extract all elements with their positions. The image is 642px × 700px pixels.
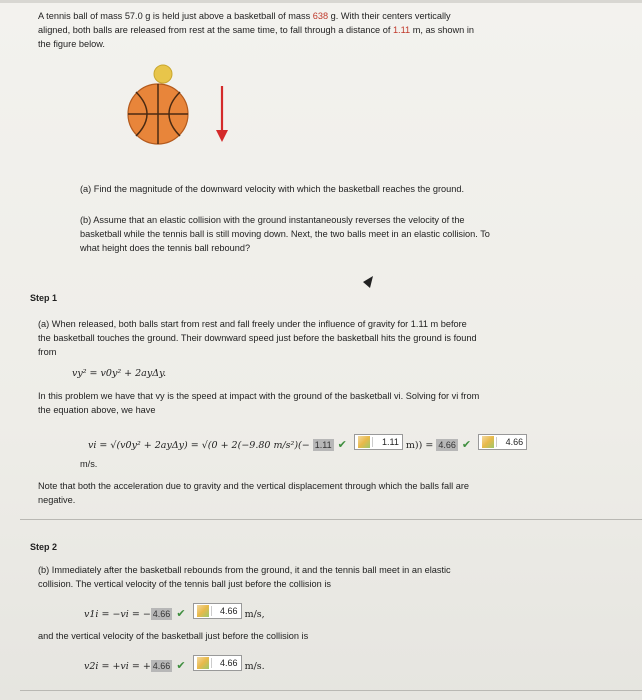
tennis-velocity-highlight: 4.66 (152, 609, 171, 619)
basketball-velocity-equation: v2i = +vi = + 4.66 ✔ 4.66 m/s. (84, 655, 265, 672)
step-divider (20, 519, 642, 520)
pencil-icon (197, 657, 209, 669)
problem-line-2: aligned, both balls are released from rest at the same time, to fall through a distance of 1.11 m, as shown in (38, 25, 474, 35)
step1-para2-line2: the equation above, we have (38, 405, 156, 415)
step2-para1-line2: collision. The vertical velocity of the tennis ball just before the collision is (38, 579, 331, 589)
pencil-icon (358, 436, 370, 448)
kinematics-equation: vy² = v0y² + 2ayΔy. (72, 368, 167, 379)
basketball-velocity-input[interactable]: 4.66 (193, 655, 242, 671)
velocity-equation: vi = √(v0y² + 2ayΔy) = √(0 + 2(−9.80 m/s²)(− 1.11 ✔ 1.11 m)) = 4.66 ✔ 4.66 (88, 434, 527, 451)
down-arrow-icon (216, 86, 228, 142)
step2-para1-line1: (b) Immediately after the basketball rebounds from the ground, it and the tennis ball meet in an elastic (38, 565, 451, 575)
check-icon: ✔ (176, 659, 186, 672)
step1-note-line2: negative. (38, 495, 76, 505)
step1-para1-line1: (a) When released, both balls start from rest and fall freely under the influence of gravity for 1.11 m before (38, 319, 467, 329)
step-2-title: Step 2 (30, 542, 58, 552)
step2-para2: and the vertical velocity of the basketball just before the collision is (38, 631, 309, 641)
check-icon: ✔ (337, 438, 347, 451)
tennis-velocity-input[interactable]: 4.66 (193, 603, 242, 619)
tennis-ball-icon (154, 65, 172, 83)
velocity-answer-highlight: 4.66 (438, 440, 456, 450)
cursor-icon (363, 276, 373, 288)
step1-para1-line2: the basketball touches the ground. Their downward speed just before the basketball hits the ground is found (38, 333, 477, 343)
part-b-line-3: what height does the tennis ball rebound? (80, 243, 251, 253)
problem-line-3: the figure below. (38, 39, 105, 49)
step1-para2-line1: In this problem we have that vy is the speed at impact with the ground of the basketball vi. Solving for vi from (38, 391, 480, 401)
distance-value: 1.11 (392, 25, 411, 35)
basketball-velocity-highlight: 4.66 (152, 661, 171, 671)
distance-answer-highlight: 1.11 (314, 440, 332, 450)
basketball-mass-value: 638 (312, 11, 329, 21)
step1-para1-line3: from (38, 347, 57, 357)
check-icon: ✔ (461, 438, 472, 451)
velocity-units: m/s. (80, 459, 98, 469)
check-icon: ✔ (176, 607, 186, 620)
part-a-question: (a) Find the magnitude of the downward velocity with which the basketball reaches the ground. (80, 184, 465, 194)
falling-balls-figure (120, 62, 240, 152)
pencil-icon (197, 605, 209, 617)
pencil-icon (482, 436, 494, 448)
step-1-title: Step 1 (30, 293, 58, 303)
distance-answer-input[interactable]: 1.11 (354, 434, 403, 450)
step1-note-line1: Note that both the acceleration due to gravity and the vertical displacement through which the balls fall are (38, 481, 470, 491)
velocity-answer-input[interactable]: 4.66 (478, 434, 527, 450)
tennis-velocity-equation: v1i = −vi = − 4.66 ✔ 4.66 m/s, (84, 603, 265, 620)
basketball-icon (128, 84, 188, 144)
top-divider (0, 0, 642, 3)
part-b-line-2: basketball while the tennis ball is still moving down. Next, the two balls meet in an elastic collision. To (80, 229, 490, 239)
bottom-divider (20, 690, 642, 691)
part-b-line-1: (b) Assume that an elastic collision with the ground instantaneously reverses the velocity of the (80, 215, 465, 225)
problem-line-1: A tennis ball of mass 57.0 g is held just above a basketball of mass 638 g. With their centers vertically (38, 11, 451, 21)
